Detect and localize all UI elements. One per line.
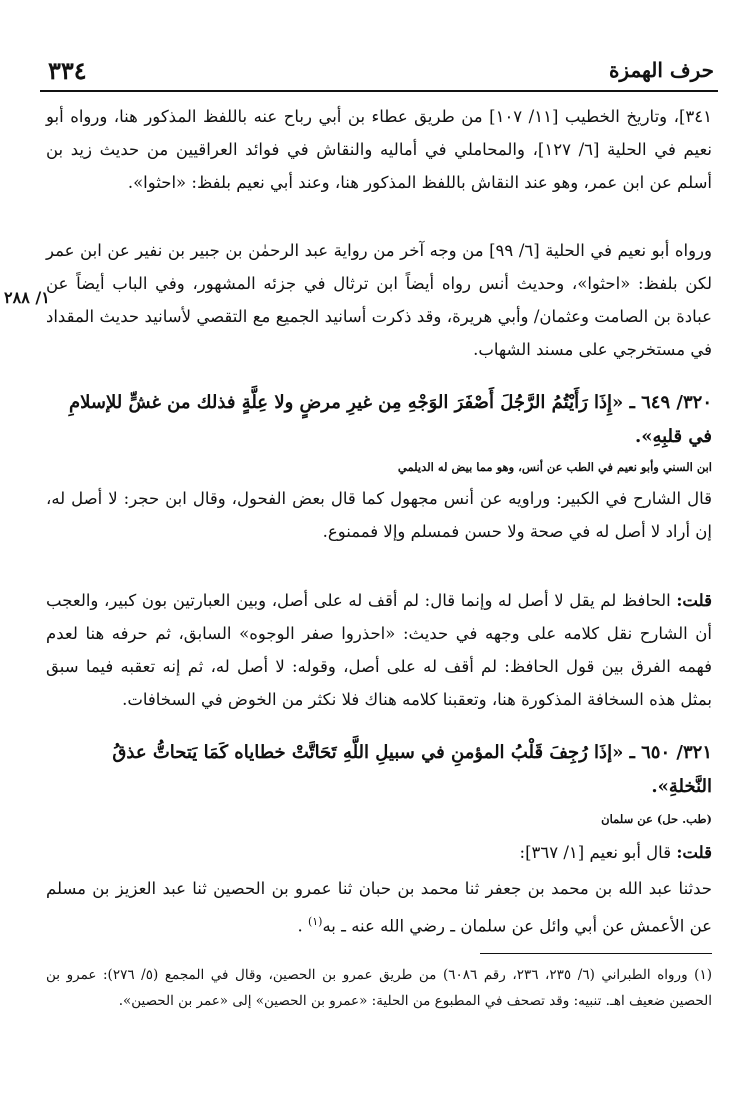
hadith-650: ٣٢١/ ٦٥٠ ـ «إذَا رُجِفَ قَلْبُ المؤمنِ في سبيلِ اللَّهِ تَحَاتَّتْ خطاياه كَمَا يَتحاتُّ عذقُ النَّخلةِ».	[112, 742, 712, 797]
margin-reference: ١/ ٢٨٨	[4, 288, 50, 307]
page-number: ٣٣٤	[48, 56, 87, 85]
hadith-649-source: ابن السني وأبو نعيم في الطب عن أنس، وهو مما بيض له الديلمي	[397, 460, 712, 474]
qult-lead: قلت:	[676, 591, 712, 610]
paragraph-5-body: قال أبو نعيم [١/ ٣٦٧]:	[519, 843, 677, 862]
chapter-title: حرف الهمزة	[608, 58, 714, 82]
hadith-650-source: (طب. حل) عن سلمان	[601, 812, 712, 826]
paragraph-2: ورواه أبو نعيم في الحلية [٦/ ٩٩] من وجه آخر من رواية عبد الرحمٰن بن جبير بن نفير عن ابن عمر لكن بلفظ: «احثوا»، وحديث أنس رواه أيضاً ابن ترثال في جزئه المشهور، وفي الباب أيضاً عن عبادة بن الصامت وعثمان/ وأبي هريرة، وقد ذكرت أسانيد الجميع مع التقصي لأسانيد حديث المقداد في مستخرجي على مسند الشهاب.	[46, 241, 712, 359]
paragraph-4-body: الحافظ لم يقل لا أصل له وإنما قال: لم أقف له على أصل، وبين العبارتين بون كبير، والعجب أن الشارح نقل كلامه على وجهه في حديث: «احذروا صفر الوجوه» السابق، ثم حرفه هنا لعدم فهمه الفرق بين قول الحافظ: لم أقف له على أصل، وقوله: لا أصل له، ثم إنه تعقبه فيما سبق بمثل هذه السخافة المذكورة هنا، وتعقبنا كلامه هناك فلا نكثر من الخوض في السخافات.	[46, 591, 712, 709]
footnote-divider	[480, 953, 712, 954]
qult-lead-2: قلت:	[676, 843, 712, 862]
paragraph-6-end: .	[297, 916, 308, 936]
page-header	[40, 54, 718, 92]
footnote-marker[interactable]: (١)	[307, 915, 323, 928]
paragraph-3: قال الشارح في الكبير: وراويه عن أنس مجهول كما قال بعض الفحول، وقال ابن حجر: لا أصل له، إن أراد لا أصل له في صحة ولا حسن فمسلم وإلا فممنوع.	[46, 489, 712, 541]
paragraph-1: ٣٤١]، وتاريخ الخطيب [١١/ ١٠٧] من طريق عطاء بن أبي رباح عنه باللفظ المذكور هنا، ورواه أبو نعيم في الحلية [٦/ ١٢٧]، والمحاملي في أماليه والنقاش في فوائد العراقيين من حديث زيد بن أسلم عن ابن عمر، وهو عند النقاش باللفظ المذكور هنا، وعند أبي نعيم بلفظ: «احثوا».	[46, 107, 713, 192]
paragraph-6	[46, 872, 712, 943]
paragraph-4	[46, 584, 712, 716]
paragraph-5	[46, 836, 712, 869]
paragraph-6-body: حدثنا عبد الله بن محمد بن جعفر ثنا محمد بن حبان ثنا عمرو بن الحصين ثنا عبد العزيز بن مسلم عن الأعمش عن أبي وائل عن سلمان ـ رضي الله عنه ـ به	[46, 879, 712, 936]
hadith-649: ٣٢٠/ ٦٤٩ ـ «إِذَا رَأَيْتُمُ الرَّجُلَ أَصْفَرَ الوَجْهِ مِن غيرِ مرضٍ ولا عِلَّةٍ فذلك من غشٍّ للإسلامِ في قلبِهِ».	[69, 392, 712, 447]
footnote-1: (١) ورواه الطبراني (٦/ ٢٣٥، ٢٣٦، رقم ٦٠٨٦) من طريق عمرو بن الحصين، وقال في المجمع (٥/ ٢٧٦): عمرو بن الحصين ضعيف اهـ. تنبيه: وقد تصحف في المطبوع من الحلية: «عمرو بن الحصين» إلى «عمر بن الحصين».	[46, 967, 712, 1009]
